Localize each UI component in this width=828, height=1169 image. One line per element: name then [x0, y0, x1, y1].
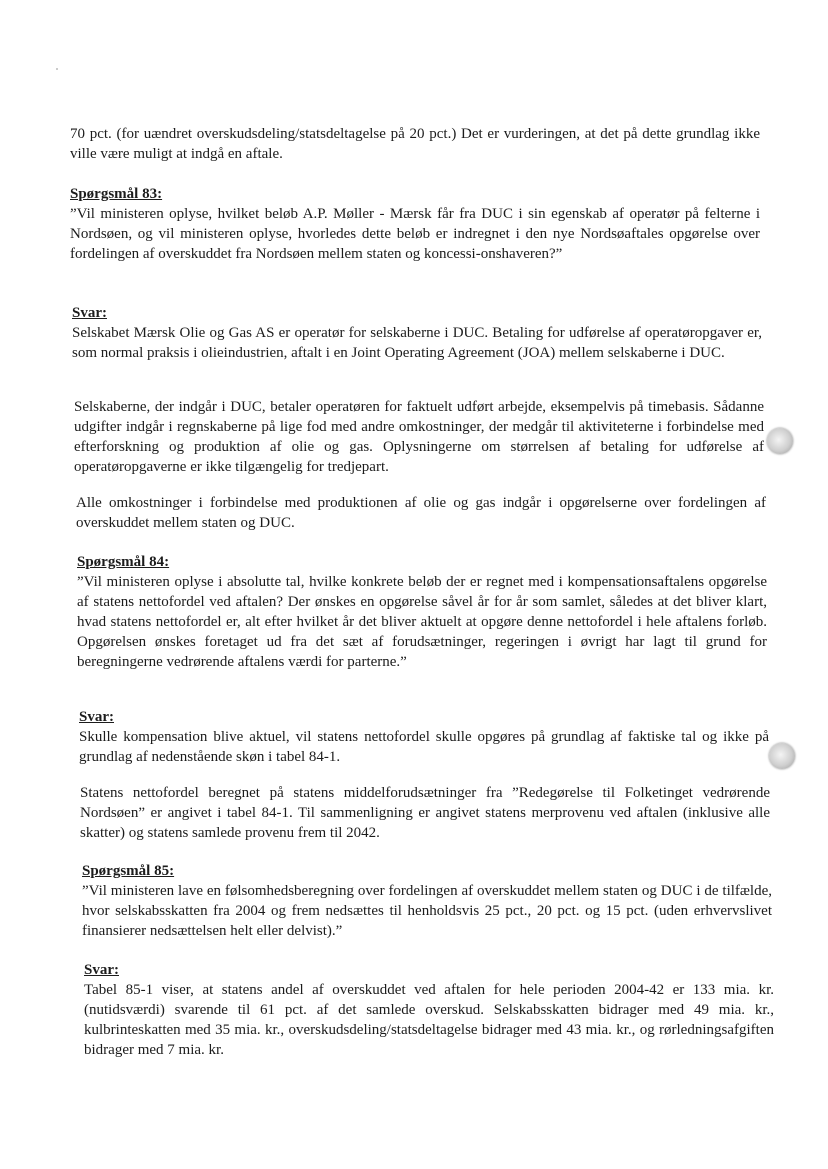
answer-84 — [79, 707, 769, 767]
question-84-heading: Spørgsmål 84: — [77, 554, 170, 570]
paragraph: Selskaberne, der indgår i DUC, betaler operatøren for faktuelt udført arbejde, eksempelvis på timebasis. Sådanne udgifter indgår i regnskaberne på lige fod med andre omkostninger, der medgår til aktiviteterne i forbindelse med efterforskning og produktion af olie og gas. Oplysningerne om størrelsen af betaling for udførelse af operatøropgaverne er ikke tilgængelig for tredjepart. — [74, 399, 764, 475]
question-85-text: ”Vil ministeren lave en følsomhedsberegning over fordelingen af overskuddet mellem staten og DUC i de tilfælde, hvor selskabsskatten fra 2004 og frem nedsættes til henholdsvis 25 pct., 20 pct. og 15 pct. (uden erhvervslivet finansierer nedsættelsen helt eller delvist).” — [82, 883, 772, 939]
punched-hole-icon — [767, 428, 793, 454]
question-83-heading: Spørgsmål 83: — [70, 186, 163, 202]
answer-85 — [84, 960, 774, 1060]
answer-83 — [72, 303, 762, 363]
question-85-heading: Spørgsmål 85: — [82, 863, 175, 879]
answer-84-paragraph-2 — [80, 783, 770, 843]
question-84 — [77, 552, 767, 672]
answer-85-text: Tabel 85-1 viser, at statens andel af overskuddet ved aftalen for hele perioden 2004-42 er 133 mia. kr. (nutidsværdi) svarende til 61 pct. af det samlede overskud. Selskabsskatten bidrager med 49 mia. kr., kulbrinteskatten med 35 mia. kr., overskudsdeling/statsdeltagelse bidrager med 43 mia. kr., og rørledningsafgiften bidrager med 7 mia. kr. — [84, 982, 774, 1058]
answer-83-paragraph-2 — [74, 397, 764, 477]
answer-85-heading: Svar: — [84, 962, 119, 978]
answer-83-text: Selskabet Mærsk Olie og Gas AS er operatør for selskaberne i DUC. Betaling for udførelse af operatøropgaver er, som normal praksis i olieindustrien, aftalt i en Joint Operating Agreement (JOA) mellem selskaberne i DUC. — [72, 325, 762, 361]
question-85 — [82, 861, 772, 941]
answer-83-paragraph-3 — [76, 493, 766, 533]
scan-speck — [56, 68, 58, 70]
paragraph: 70 pct. (for uændret overskudsdeling/statsdeltagelse på 20 pct.) Det er vurderingen, at det på dette grundlag ikke ville være muligt at indgå en aftale. — [70, 126, 760, 162]
answer-84-heading: Svar: — [79, 709, 114, 725]
paragraph: Statens nettofordel beregnet på statens middelforudsætninger fra ”Redegørelse til Folketinget vedrørende Nordsøen” er angivet i tabel 84-1. Til sammenligning er angivet statens merprovenu ved aftalen (inklusive alle skatter) og statens samlede provenu frem til 2042. — [80, 785, 770, 841]
intro-paragraph — [70, 124, 760, 164]
punched-hole-icon — [769, 743, 795, 769]
question-84-text: ”Vil ministeren oplyse i absolutte tal, hvilke konkrete beløb der er regnet med i kompensationsaftalens opgørelse af statens nettofordel ved aftalen? Der ønskes en opgørelse såvel år for år som samlet, således at det bliver klart, hvad statens nettofordel er, alt efter hvilket år det bliver aktuelt at opgøre denne nettofordel i hele aftalens forløb. Opgørelsen ønskes foretaget ud fra det sæt af forudsætninger, regeringen i øvrigt har lagt til grund for beregningerne vedrørende aftalens værdi for parterne.” — [77, 574, 767, 670]
answer-83-heading: Svar: — [72, 305, 107, 321]
question-83-text: ”Vil ministeren oplyse, hvilket beløb A.P. Møller - Mærsk får fra DUC i sin egenskab af operatør på felterne i Nordsøen, og vil ministeren oplyse, hvorledes dette beløb er indregnet i den nye Nordsøaftales opgørelse over fordelingen af overskuddet fra Nordsøen mellem staten og koncessi-onshaveren?” — [70, 206, 760, 262]
question-83 — [70, 184, 760, 264]
answer-84-text: Skulle kompensation blive aktuel, vil statens nettofordel skulle opgøres på grundlag af faktiske tal og ikke på grundlag af nedenstående skøn i tabel 84-1. — [79, 729, 769, 765]
paragraph: Alle omkostninger i forbindelse med produktionen af olie og gas indgår i opgørelserne over fordelingen af overskuddet mellem staten og DUC. — [76, 495, 766, 531]
